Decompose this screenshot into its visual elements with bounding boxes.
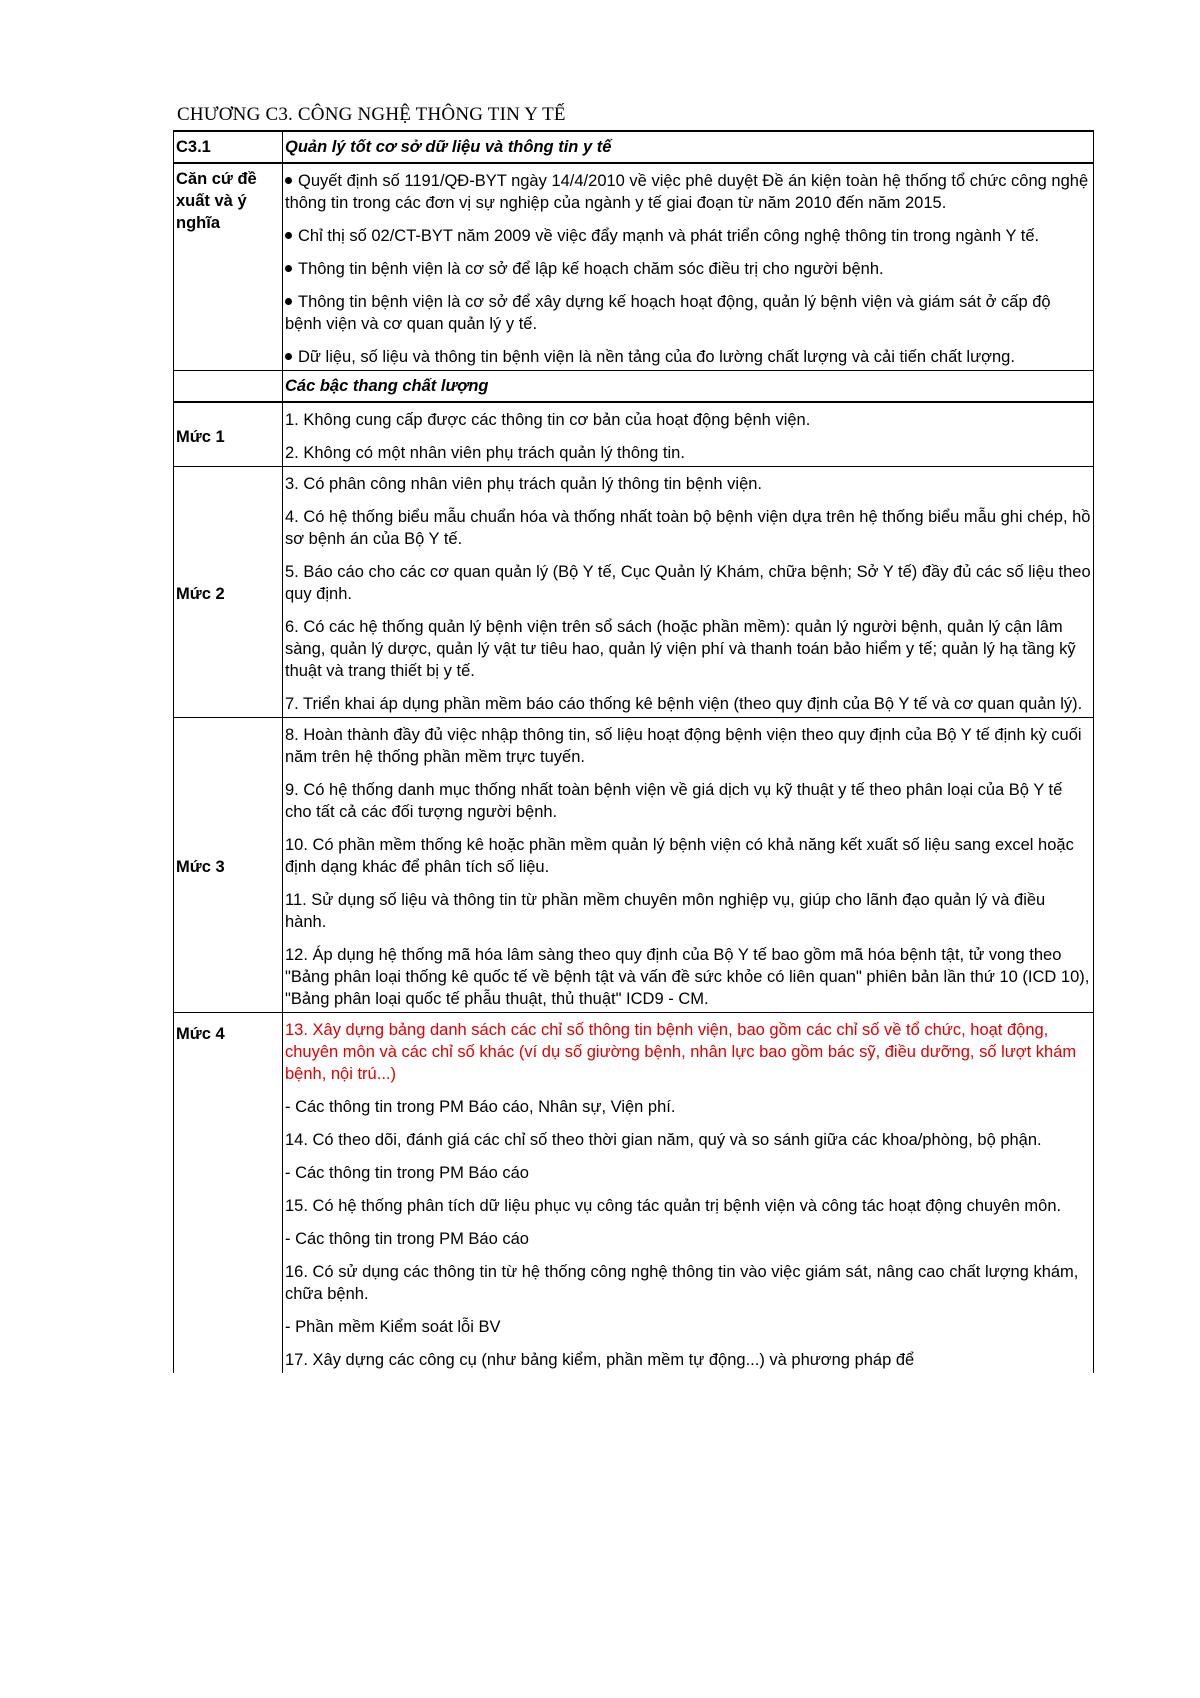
list-item: 16. Có sử dụng các thông tin từ hệ thống công nghệ thông tin vào việc giám sát, nâng cao chất lượng khám, chữa bệnh. — [285, 1263, 1079, 1303]
list-item: 17. Xây dựng các công cụ (như bảng kiểm, phần mềm tự động...) và phương pháp để — [285, 1351, 915, 1369]
list-item: 4. Có hệ thống biểu mẫu chuẩn hóa và thống nhất toàn bộ bệnh viện dựa trên hệ thống biểu mẫu ghi chép, hồ sơ bệnh án của Bộ Y tế. — [285, 508, 1091, 548]
level-3-label: Mức 3 — [174, 718, 283, 1013]
level-2-content — [283, 467, 1094, 718]
bullet-icon — [285, 353, 292, 360]
list-item: 14. Có theo dõi, đánh giá các chỉ số theo thời gian năm, quý và so sánh giữa các khoa/phòng, bộ phận. — [285, 1131, 1042, 1149]
level-3-content — [283, 718, 1094, 1013]
list-item: 3. Có phân công nhân viên phụ trách quản lý thông tin bệnh viện. — [285, 475, 763, 493]
list-item: Chỉ thị số 02/CT-BYT năm 2009 về việc đẩy mạnh và phát triển công nghệ thông tin trong ngành Y tế. — [283, 225, 1093, 247]
level-2-label: Mức 2 — [174, 467, 283, 718]
table-row — [174, 371, 1094, 403]
level-1-content — [283, 402, 1094, 467]
empty-cell — [174, 371, 283, 403]
list-item: - Phần mềm Kiểm soát lỗi BV — [285, 1318, 501, 1336]
chapter-title: CHƯƠNG C3. CÔNG NGHỆ THÔNG TIN Y TẾ — [177, 104, 566, 125]
criterion-code: C3.1 — [174, 131, 283, 163]
list-item: Thông tin bệnh viện là cơ sở để xây dựng kế hoạch hoạt động, quản lý bệnh viện và giám sát ở cấp độ bệnh viện và cơ quan quản lý y tế. — [285, 293, 1051, 333]
list-item: - Các thông tin trong PM Báo cáo, Nhân sự, Viện phí. — [285, 1098, 676, 1116]
table-row — [174, 131, 1094, 163]
basis-content — [283, 163, 1094, 371]
table-row — [174, 163, 1094, 371]
level-4-content — [283, 1013, 1094, 1374]
list-item: 2. Không có một nhân viên phụ trách quản lý thông tin. — [285, 444, 685, 462]
list-item: Thông tin bệnh viện là cơ sở để lập kế hoạch chăm sóc điều trị cho người bệnh. — [283, 258, 1093, 280]
list-item: 6. Có các hệ thống quản lý bệnh viện trên sổ sách (hoặc phần mềm): quản lý người bệnh, quản lý cận lâm sàng, quản lý dược, quản lý vật tư tiêu hao, quản lý viện phí và thanh toán bảo hiểm y tế; quản lý hạ tầng kỹ thuật và trang thiết bị y tế. — [285, 618, 1076, 680]
criteria-table — [173, 130, 1094, 1373]
list-item: 7. Triển khai áp dụng phần mềm báo cáo thống kê bệnh viện (theo quy định của Bộ Y tế và cơ quan quản lý). — [285, 695, 1083, 713]
list-item: - Các thông tin trong PM Báo cáo — [285, 1164, 529, 1182]
bullet-icon — [285, 265, 292, 272]
level-4-label: Mức 4 — [174, 1013, 283, 1374]
table-row — [174, 1013, 1094, 1374]
table-row — [174, 467, 1094, 718]
list-item: - Các thông tin trong PM Báo cáo — [285, 1230, 529, 1248]
list-item: 15. Có hệ thống phân tích dữ liệu phục vụ công tác quản trị bệnh viện và công tác hoạt động chuyên môn. — [285, 1197, 1062, 1215]
list-item: 8. Hoàn thành đầy đủ việc nhập thông tin, số liệu hoạt động bệnh viện theo quy định của Bộ Y tế định kỳ cuối năm trên hệ thống phần mềm trực tuyến. — [285, 726, 1082, 766]
list-item: 13. Xây dựng bảng danh sách các chỉ số thông tin bệnh viện, bao gồm các chỉ số về tổ chức, hoạt động, chuyên môn và các chỉ số khác (ví dụ số giường bệnh, nhân lực bao gồm bác sỹ, điều dưỡng, số lượt khám bệnh, nội trú...) — [285, 1021, 1077, 1083]
bullet-icon — [285, 232, 292, 239]
bullet-icon — [285, 298, 292, 305]
level-1-label: Mức 1 — [174, 402, 283, 467]
list-item: 5. Báo cáo cho các cơ quan quản lý (Bộ Y tế, Cục Quản lý Khám, chữa bệnh; Sở Y tế) đầy đủ các số liệu theo quy định. — [285, 563, 1091, 603]
list-item: 10. Có phần mềm thống kê hoặc phần mềm quản lý bệnh viện có khả năng kết xuất số liệu sang excel hoặc định dạng khác để phân tích số liệu. — [285, 836, 1074, 876]
list-item: 9. Có hệ thống danh mục thống nhất toàn bệnh viện về giá dịch vụ kỹ thuật y tế theo phân loại của Bộ Y tế cho tất cả các đối tượng người bệnh. — [285, 781, 1063, 821]
table-row — [174, 718, 1094, 1013]
list-item: Dữ liệu, số liệu và thông tin bệnh viện là nền tảng của đo lường chất lượng và cải tiến chất lượng. — [283, 346, 1093, 368]
list-item: Quyết định số 1191/QĐ-BYT ngày 14/4/2010 về việc phê duyệt Đề án kiện toàn hệ thống tổ chức công nghệ thông tin trong các đơn vị sự nghiệp của ngành y tế giai đoạn từ năm 2010 đến năm 2015. — [285, 172, 1089, 212]
list-item: 12. Áp dụng hệ thống mã hóa lâm sàng theo quy định của Bộ Y tế bao gồm mã hóa bệnh tật, tử vong theo "Bảng phân loại thống kê quốc tế về bệnh tật và vấn đề sức khỏe có liên quan" phiên bản lần thứ 10 (ICD 10), "Bảng phân loại quốc tế phẫu thuật, thủ thuật" ICD9 - CM. — [285, 946, 1090, 1008]
list-item: 11. Sử dụng số liệu và thông tin từ phần mềm chuyên môn nghiệp vụ, giúp cho lãnh đạo quản lý và điều hành. — [285, 891, 1046, 931]
list-item: 1. Không cung cấp được các thông tin cơ bản của hoạt động bệnh viện. — [285, 411, 811, 429]
bullet-icon — [285, 177, 292, 184]
criterion-name: Quản lý tốt cơ sở dữ liệu và thông tin y tế — [283, 131, 1094, 163]
levels-header: Các bậc thang chất lượng — [283, 371, 1094, 403]
table-row — [174, 402, 1094, 467]
basis-label: Căn cứ đề xuất và ý nghĩa — [174, 163, 283, 371]
